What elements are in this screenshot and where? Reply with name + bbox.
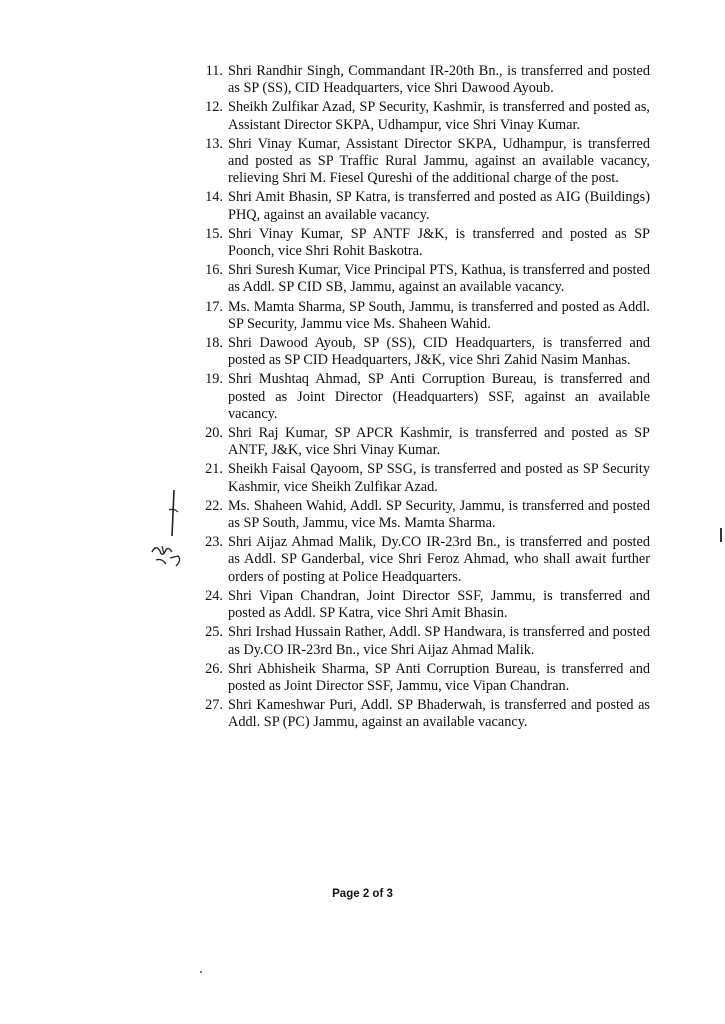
list-item (196, 661, 650, 695)
item-text: Shri Raj Kumar, SP APCR Kashmir, is transferred and posted as SP ANTF, J&K, vice Shri Vinay Kumar. (228, 425, 650, 459)
list-item (196, 189, 650, 223)
item-text: Ms. Mamta Sharma, SP South, Jammu, is transferred and posted as Addl. SP Security, Jammu vice Ms. Shaheen Wahid. (228, 298, 650, 332)
item-number: 18. (205, 335, 223, 352)
item-number: 19. (205, 371, 223, 388)
item-number: 25. (205, 624, 223, 641)
list-item (196, 498, 650, 532)
item-text: Shri Suresh Kumar, Vice Principal PTS, Kathua, is transferred and posted as Addl. SP CID SB, Jammu, against an available vacancy. (228, 262, 650, 296)
item-number: 22. (205, 497, 223, 514)
margin-mark (720, 528, 722, 542)
list-item (196, 461, 650, 495)
item-text: Ms. Shaheen Wahid, Addl. SP Security, Jammu, is transferred and posted as SP South, Jammu, vice Ms. Mamta Sharma. (228, 497, 650, 532)
item-text: Shri Vipan Chandran, Joint Director SSF, Jammu, is transferred and posted as Addl. SP Katra, vice Shri Amit Bhasin. (228, 587, 650, 622)
item-number: 11. (205, 63, 223, 79)
transfer-order-list (196, 63, 650, 732)
item-number: 16. (205, 262, 223, 279)
item-number: 15. (205, 225, 223, 242)
scan-speck (200, 971, 202, 973)
item-number: 27. (205, 697, 223, 714)
item-text: Shri Aijaz Ahmad Malik, Dy.CO IR-23rd Bn., is transferred and posted as Addl. SP Ganderbal, vice Shri Feroz Ahmad, who shall await further orders of posting at Police Headquarters. (228, 534, 650, 585)
item-text: Shri Vinay Kumar, Assistant Director SKPA, Udhampur, is transferred and posted as SP Traffic Rural Jammu, against an available vacancy, relieving Shri M. Fiesel Qureshi of the additional charge of the post. (228, 135, 650, 187)
item-number: 12. (205, 99, 223, 116)
list-item (196, 335, 650, 369)
handwritten-initials (148, 488, 194, 568)
list-item (196, 425, 650, 459)
item-number: 14. (205, 189, 223, 206)
list-item (196, 299, 650, 333)
item-number: 20. (205, 425, 223, 442)
item-text: Shri Abhisheik Sharma, SP Anti Corruption Bureau, is transferred and posted as Joint Director SSF, Jammu, vice Vipan Chandran. (228, 660, 650, 694)
item-text: Sheikh Faisal Qayoom, SP SSG, is transferred and posted as SP Security Kashmir, vice Sheikh Zulfikar Azad. (228, 461, 650, 495)
item-text: Sheikh Zulfikar Azad, SP Security, Kashmir, is transferred and posted as, Assistant Director SKPA, Udhampur, vice Shri Vinay Kumar. (228, 99, 650, 133)
item-text: Shri Amit Bhasin, SP Katra, is transferred and posted as AIG (Buildings) PHQ, against an available vacancy. (228, 189, 650, 223)
list-item (196, 63, 650, 97)
item-text: Shri Randhir Singh, Commandant IR-20th Bn., is transferred and posted as SP (SS), CID Headquarters, vice Shri Dawood Ayoub. (228, 63, 650, 97)
list-item (196, 588, 650, 622)
item-text: Shri Irshad Hussain Rather, Addl. SP Handwara, is transferred and posted as Dy.CO IR-23rd Bn., vice Shri Aijaz Ahmad Malik. (228, 624, 650, 658)
item-number: 24. (205, 587, 223, 604)
list-item (196, 262, 650, 296)
list-item (196, 697, 650, 731)
list-item (196, 624, 650, 658)
item-number: 21. (205, 461, 223, 478)
item-text: Shri Mushtaq Ahmad, SP Anti Corruption Bureau, is transferred and posted as Joint Director (Headquarters) SSF, against an available vacancy. (228, 371, 650, 422)
list-item (196, 136, 650, 188)
item-number: 13. (205, 135, 223, 152)
item-text: Shri Dawood Ayoub, SP (SS), CID Headquarters, is transferred and posted as SP CID Headquarters, J&K, vice Shri Zahid Nasim Manhas. (228, 335, 650, 369)
item-number: 26. (205, 660, 223, 677)
list-item (196, 226, 650, 260)
item-text: Shri Kameshwar Puri, Addl. SP Bhaderwah, is transferred and posted as Addl. SP (PC) Jammu, against an available vacancy. (228, 697, 650, 731)
item-number: 23. (205, 534, 223, 551)
list-item (196, 371, 650, 423)
list-item (196, 99, 650, 133)
item-text: Shri Vinay Kumar, SP ANTF J&K, is transferred and posted as SP Poonch, vice Shri Rohit Baskotra. (228, 225, 650, 260)
page-number: Page 2 of 3 (332, 888, 393, 900)
list-item (196, 534, 650, 586)
item-number: 17. (205, 298, 223, 315)
